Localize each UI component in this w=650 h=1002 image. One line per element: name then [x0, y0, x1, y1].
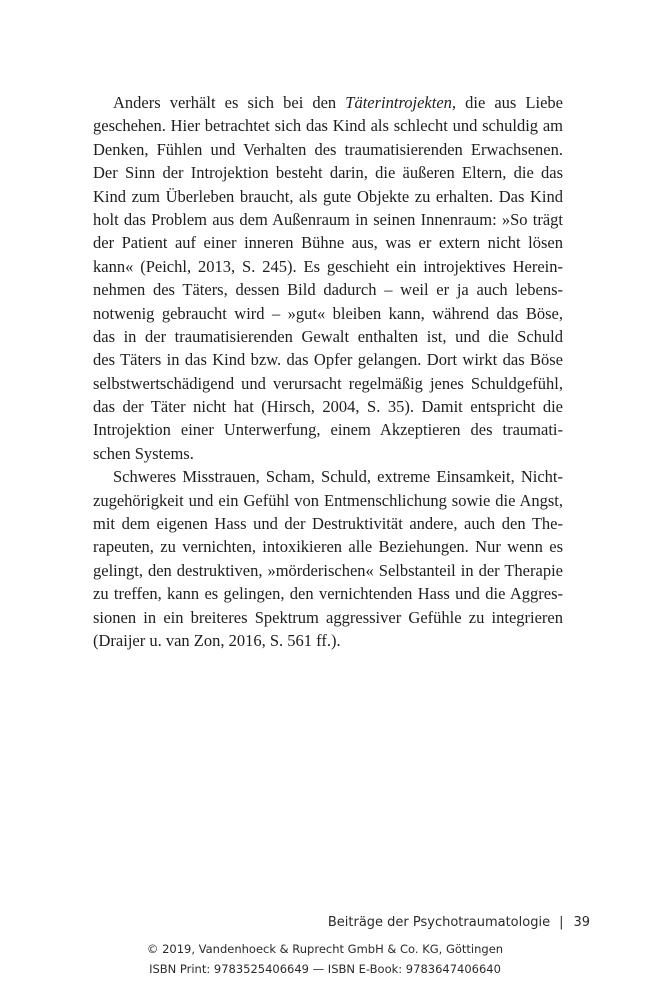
text-line: kann« (Peichl, 2013, S. 245). Es geschieht ein introjektives Herein- — [93, 256, 563, 276]
text-line: das in der traumatisierenden Gewalt enthalten ist, und die Schuld — [93, 326, 563, 346]
text-line: sionen in ein breiteres Spektrum aggressiver Gefühle zu integrieren — [93, 607, 563, 627]
text-line: Kind zum Überleben braucht, als gute Objekte zu erhalten. Das Kind — [93, 186, 563, 206]
text-line: Denken, Fühlen und Verhalten des traumatisierenden Erwachsenen. — [93, 139, 563, 159]
text-line: mit dem eigenen Hass und der Destruktivität andere, auch den The- — [93, 514, 563, 534]
text-line: Schweres Misstrauen, Scham, Schuld, extreme Einsamkeit, Nicht- — [113, 467, 563, 487]
text-line: gelingt, den destruktiven, »mörderischen« Selbstanteil in der Therapie — [93, 560, 563, 580]
text-line: rapeuten, zu vernichten, intoxikieren alle Beziehungen. Nur wenn es — [93, 537, 563, 557]
text-line: selbstwertschädigend und verursacht regelmäßig jenes Schuldgefühl, — [93, 373, 563, 393]
isbn-notice: ISBN Print: 9783525406649 — ISBN E-Book: 9783647406640 — [149, 962, 501, 976]
text-line: holt das Problem aus dem Außenraum in seinen Innenraum: »So trägt — [93, 209, 563, 229]
text-line: Introjektion einer Unterwerfung, einem Akzeptieren des traumati- — [93, 420, 563, 440]
text-line: das der Täter nicht hat (Hirsch, 2004, S. 35). Damit entspricht die — [93, 397, 563, 417]
text-line: nehmen des Täters, dessen Bild dadurch – weil er ja auch lebens- — [93, 280, 563, 300]
page-number: 39 — [573, 915, 590, 930]
running-footer — [328, 915, 590, 930]
running-title: Beiträge der Psychotraumatologie — [327, 915, 551, 930]
text-line: zu treffen, kann es gelingen, den vernichtenden Hass und die Aggres- — [93, 584, 563, 604]
copyright-notice: © 2019, Vandenhoeck & Ruprecht GmbH & Co. KG, Göttingen — [146, 942, 504, 956]
text-line: zugehörigkeit und ein Gefühl von Entmenschlichung sowie die Angst, — [93, 490, 563, 510]
emphasized-term: Täterintrojekten, — [345, 93, 457, 112]
text-line: schen Systems. — [93, 443, 194, 463]
body-text — [93, 91, 563, 652]
text-line: (Draijer u. van Zon, 2016, S. 561 ff.). — [93, 630, 341, 650]
text-line: Der Sinn der Introjektion besteht darin, die äußeren Eltern, die das — [93, 163, 563, 183]
text-line: geschehen. Hier betrachtet sich das Kind als schlecht und schuldig am — [93, 116, 563, 136]
text-line: notwenig gebraucht wird – »gut« bleiben kann, während das Böse, — [93, 303, 563, 323]
text-line: Anders verhält es sich bei den Täterintrojekten, die aus Liebe — [113, 93, 563, 112]
text-line: der Patient auf einer inneren Bühne aus, was er extern nicht lösen — [93, 233, 563, 253]
text-line: des Täters in das Kind bzw. das Opfer gelangen. Dort wirkt das Böse — [93, 350, 563, 370]
footer-separator: | — [559, 915, 564, 930]
